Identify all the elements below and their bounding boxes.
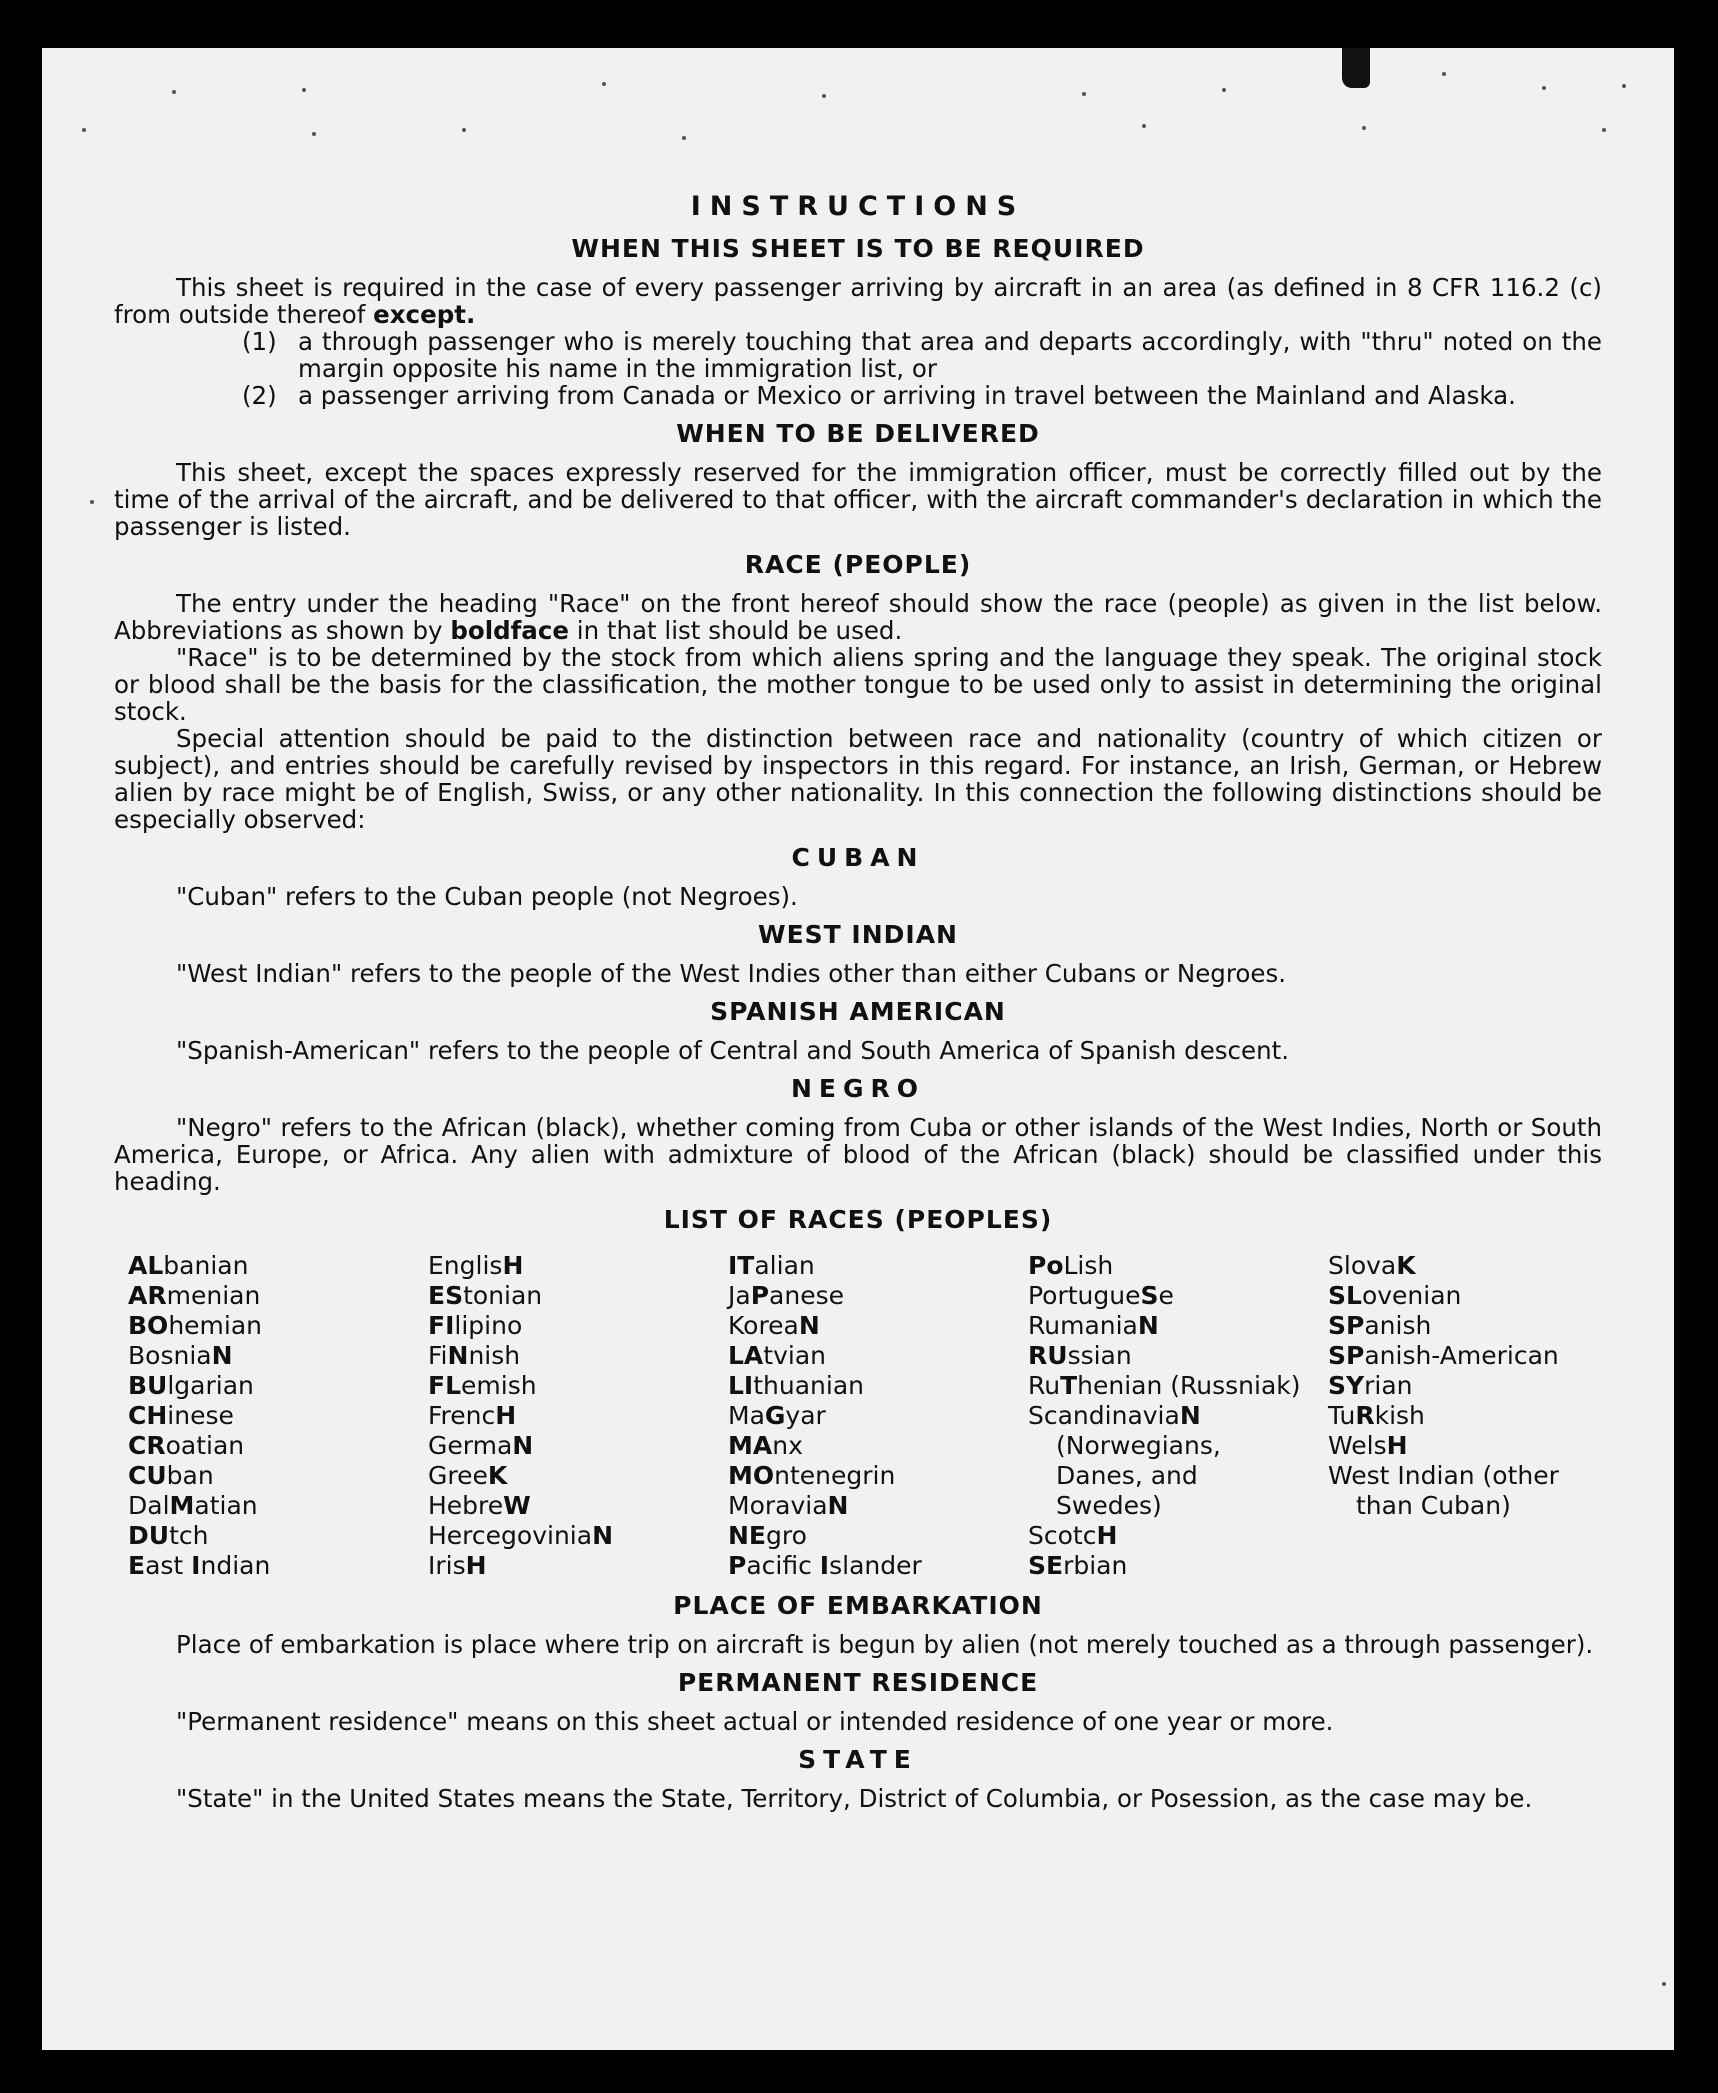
race-abbreviation: M <box>169 1491 195 1520</box>
race-entry <box>728 1251 1028 1281</box>
race-text: ntenegrin <box>774 1461 896 1490</box>
race-entry <box>728 1521 1028 1551</box>
race-text: banian <box>163 1251 249 1280</box>
race-abbreviation: E <box>128 1551 146 1580</box>
race-abbreviation: MA <box>728 1431 773 1460</box>
race-entry <box>1328 1341 1648 1371</box>
race-abbreviation: CR <box>128 1431 166 1460</box>
negro-text: "Negro" refers to the African (black), whether coming from Cuba or other islands of the West Indies, North or South America, Europe, or Africa. Any alien with admixture of blood of the African (black) should be classified under this heading. <box>114 1113 1602 1196</box>
race-abbreviation: LI <box>728 1371 754 1400</box>
race-text: oatian <box>165 1431 245 1460</box>
races-column <box>1028 1251 1328 1581</box>
race-entry <box>128 1251 428 1281</box>
race-para-1-bold: boldface <box>450 616 569 645</box>
race-text: alian <box>754 1251 815 1280</box>
race-abbreviation: CH <box>128 1401 168 1430</box>
heading-spanish-american: SPANISH AMERICAN <box>710 997 1006 1026</box>
embarkation-text: Place of embarkation is place where trip on aircraft is begun by alien (not merely touched as a through passenger). <box>176 1630 1594 1659</box>
race-entry <box>728 1491 1028 1521</box>
race-abbreviation: SL <box>1328 1281 1362 1310</box>
race-text: tonian <box>463 1281 543 1310</box>
race-text: (Norwegians, <box>1056 1431 1221 1460</box>
race-abbreviation: N <box>827 1491 849 1520</box>
race-text: Ja <box>728 1281 751 1310</box>
race-abbreviation: AL <box>128 1251 164 1280</box>
race-abbreviation: FI <box>428 1311 455 1340</box>
heading-west-indian: WEST INDIAN <box>758 920 958 949</box>
race-text: Hebre <box>428 1491 504 1520</box>
intro-except: except. <box>373 300 476 329</box>
race-abbreviation: N <box>1137 1311 1159 1340</box>
race-entry <box>1328 1311 1648 1341</box>
race-entry <box>728 1461 1028 1491</box>
race-abbreviation: P <box>750 1281 770 1310</box>
race-text: lgarian <box>167 1371 254 1400</box>
race-entry <box>128 1521 428 1551</box>
state-text: "State" in the United States means the State, Territory, District of Columbia, or Posession, as the case may be. <box>176 1784 1533 1813</box>
race-text: emish <box>461 1371 537 1400</box>
race-entry <box>428 1461 728 1491</box>
race-abbreviation: H <box>502 1251 524 1280</box>
race-entry <box>1028 1311 1328 1341</box>
race-abbreviation: N <box>1179 1401 1201 1430</box>
race-text: Gree <box>428 1461 488 1490</box>
race-entry <box>728 1281 1028 1311</box>
race-abbreviation: P <box>728 1551 747 1580</box>
race-entry <box>1028 1401 1328 1431</box>
race-abbreviation: G <box>764 1401 786 1430</box>
race-text: nx <box>772 1431 803 1460</box>
exception-item-2 <box>114 382 1602 409</box>
race-text: atian <box>194 1491 258 1520</box>
item-text: a passenger arriving from Canada or Mexico or arriving in travel between the Mainland and Alaska. <box>298 381 1516 410</box>
race-entry <box>1328 1491 1648 1521</box>
race-entry <box>728 1431 1028 1461</box>
race-entry <box>428 1371 728 1401</box>
race-text: Dal <box>128 1491 170 1520</box>
spanish-american-text: "Spanish-American" refers to the people of Central and South America of Spanish descent. <box>176 1036 1290 1065</box>
race-entry <box>1328 1431 1648 1461</box>
race-abbreviation: I <box>819 1551 830 1580</box>
race-abbreviation: K <box>1396 1251 1416 1280</box>
cuban-text: "Cuban" refers to the Cuban people (not Negroes). <box>176 882 798 911</box>
race-text: Wels <box>1328 1431 1387 1460</box>
race-entry <box>1328 1401 1648 1431</box>
race-para-2: "Race" is to be determined by the stock from which aliens spring and the language they speak. The original stock or blood shall be the basis for the classification, the mother tongue to be used only to assist in determining the original stock. <box>114 643 1602 726</box>
race-text: acific <box>746 1551 820 1580</box>
item-text: a through passenger who is merely touching that area and departs accordingly, with "thru" noted on the margin opposite his name in the immigration list, or <box>298 327 1602 383</box>
race-text: Scotc <box>1028 1521 1097 1550</box>
when-required-intro <box>114 274 1602 328</box>
race-text: tch <box>169 1521 209 1550</box>
race-abbreviation: W <box>503 1491 531 1520</box>
race-text: ovenian <box>1361 1281 1462 1310</box>
races-column <box>428 1251 728 1581</box>
instructions-content <box>114 190 1602 1812</box>
race-abbreviation: T <box>1060 1371 1078 1400</box>
race-entry <box>728 1311 1028 1341</box>
races-column <box>1328 1251 1648 1581</box>
race-entry <box>428 1431 728 1461</box>
race-text: Ma <box>728 1401 765 1430</box>
race-entry <box>428 1251 728 1281</box>
race-text: Frenc <box>428 1401 496 1430</box>
race-text: Fi <box>428 1341 448 1370</box>
race-text: menian <box>166 1281 261 1310</box>
west-indian-text: "West Indian" refers to the people of the West Indies other than either Cubans or Negroes. <box>176 959 1287 988</box>
race-abbreviation: Po <box>1028 1251 1064 1280</box>
race-abbreviation: N <box>447 1341 469 1370</box>
race-text: anish <box>1364 1311 1432 1340</box>
race-text: slander <box>829 1551 922 1580</box>
heading-cuban: CUBAN <box>791 843 925 872</box>
race-para-1 <box>114 590 1602 644</box>
race-text: tvian <box>763 1341 826 1370</box>
race-text: e <box>1158 1281 1174 1310</box>
race-abbreviation: R <box>1355 1401 1375 1430</box>
race-abbreviation: K <box>487 1461 508 1490</box>
race-entry <box>728 1401 1028 1431</box>
race-text: rbian <box>1063 1551 1128 1580</box>
race-text: Hercegovinia <box>428 1521 593 1550</box>
race-abbreviation: IT <box>728 1251 755 1280</box>
race-abbreviation: CU <box>128 1461 167 1490</box>
race-entry <box>428 1311 728 1341</box>
item-number: (1) <box>242 327 277 356</box>
race-entry <box>428 1281 728 1311</box>
race-entry <box>1028 1461 1328 1491</box>
race-text: inese <box>167 1401 234 1430</box>
heading-state: STATE <box>798 1745 918 1774</box>
race-abbreviation: BU <box>128 1371 168 1400</box>
heading-list-of-races: LIST OF RACES (PEOPLES) <box>663 1205 1053 1234</box>
races-column <box>128 1251 428 1581</box>
race-entry <box>128 1341 428 1371</box>
document-page <box>42 48 1674 2050</box>
race-entry <box>128 1461 428 1491</box>
race-text: Bosnia <box>128 1341 212 1370</box>
race-text: hemian <box>168 1311 263 1340</box>
race-entry <box>1328 1281 1648 1311</box>
exception-item-1 <box>114 328 1602 382</box>
race-text: Scandinavia <box>1028 1401 1180 1430</box>
race-text: lipino <box>454 1311 523 1340</box>
race-entry <box>428 1551 728 1581</box>
race-entry <box>1328 1461 1648 1491</box>
race-entry <box>1028 1371 1328 1401</box>
race-entry <box>128 1401 428 1431</box>
race-entry <box>128 1281 428 1311</box>
race-entry <box>1028 1431 1328 1461</box>
race-abbreviation: I <box>191 1551 201 1580</box>
race-para-1-end: in that list should be used. <box>568 616 903 645</box>
race-entry <box>128 1551 428 1581</box>
heading-permanent-residence: PERMANENT RESIDENCE <box>677 1668 1039 1697</box>
race-abbreviation: H <box>465 1551 487 1580</box>
race-abbreviation: N <box>798 1311 820 1340</box>
race-entry <box>1028 1251 1328 1281</box>
race-text: Lish <box>1063 1251 1114 1280</box>
race-abbreviation: H <box>1386 1431 1408 1460</box>
race-entry <box>1328 1251 1648 1281</box>
race-text: ast <box>145 1551 192 1580</box>
race-entry <box>1328 1371 1648 1401</box>
race-text: than Cuban) <box>1356 1491 1511 1520</box>
race-abbreviation: S <box>1140 1281 1159 1310</box>
race-abbreviation: H <box>495 1401 517 1430</box>
race-text: ndian <box>200 1551 271 1580</box>
race-text: Danes, and <box>1056 1461 1198 1490</box>
race-abbreviation: N <box>592 1521 613 1550</box>
race-text: Iris <box>428 1551 466 1580</box>
heading-when-required: WHEN THIS SHEET IS TO BE REQUIRED <box>571 234 1145 263</box>
race-abbreviation: RU <box>1028 1341 1068 1370</box>
race-text: anese <box>769 1281 844 1310</box>
item-number: (2) <box>242 381 277 410</box>
races-column <box>728 1251 1028 1581</box>
races-list <box>114 1251 1602 1581</box>
race-abbreviation: SY <box>1328 1371 1365 1400</box>
when-delivered-text: This sheet, except the spaces expressly reserved for the immigration officer, must be correctly filled out by the time of the arrival of the aircraft, and be delivered to that officer, with the aircraft commander's declaration in which the passenger is listed. <box>114 458 1602 541</box>
race-entry <box>1028 1521 1328 1551</box>
race-abbreviation: LA <box>728 1341 764 1370</box>
race-entry <box>728 1371 1028 1401</box>
race-text: Tu <box>1328 1401 1356 1430</box>
race-abbreviation: SE <box>1028 1551 1064 1580</box>
race-abbreviation: MO <box>728 1461 775 1490</box>
race-entry <box>128 1311 428 1341</box>
race-entry <box>1028 1281 1328 1311</box>
race-entry <box>428 1401 728 1431</box>
race-text: nish <box>468 1341 521 1370</box>
race-text: rian <box>1364 1371 1413 1400</box>
race-entry <box>1028 1491 1328 1521</box>
heading-when-delivered: WHEN TO BE DELIVERED <box>676 419 1040 448</box>
race-para-1-text: The entry under the heading "Race" on the front hereof should show the race (people) as given in the list below. Abbreviations as shown by <box>114 589 1602 645</box>
race-text: henian (Russniak) <box>1077 1371 1301 1400</box>
race-text: Rumania <box>1028 1311 1138 1340</box>
race-abbreviation: DU <box>128 1521 170 1550</box>
race-text: Moravia <box>728 1491 828 1520</box>
race-text: yar <box>785 1401 826 1430</box>
race-abbreviation: N <box>211 1341 233 1370</box>
race-text: Englis <box>428 1251 503 1280</box>
heading-race: RACE (PEOPLE) <box>744 550 972 579</box>
race-entry <box>128 1431 428 1461</box>
intro-text: This sheet is required in the case of every passenger arriving by aircraft in an area (as defined in 8 CFR 116.2 (c) from outside thereof <box>114 273 1602 329</box>
race-entry <box>428 1521 728 1551</box>
race-text: Swedes) <box>1056 1491 1162 1520</box>
race-abbreviation: SP <box>1328 1311 1365 1340</box>
race-text: ssian <box>1067 1341 1132 1370</box>
race-text: Slova <box>1328 1251 1397 1280</box>
race-abbreviation: SP <box>1328 1341 1365 1370</box>
race-text: kish <box>1374 1401 1425 1430</box>
race-abbreviation: BO <box>128 1311 169 1340</box>
race-entry <box>1028 1341 1328 1371</box>
race-text: gro <box>766 1521 807 1550</box>
heading-negro: NEGRO <box>790 1074 926 1103</box>
ink-blot <box>1342 48 1370 88</box>
residence-text: "Permanent residence" means on this sheet actual or intended residence of one year or more. <box>176 1707 1334 1736</box>
race-text: Korea <box>728 1311 799 1340</box>
race-text: Ru <box>1028 1371 1061 1400</box>
race-entry <box>428 1341 728 1371</box>
race-text: anish-American <box>1364 1341 1559 1370</box>
race-text: thuanian <box>753 1371 865 1400</box>
race-entry <box>1028 1551 1328 1581</box>
heading-embarkation: PLACE OF EMBARKATION <box>673 1591 1043 1620</box>
race-text: Germa <box>428 1431 513 1460</box>
race-entry <box>728 1341 1028 1371</box>
race-abbreviation: ES <box>428 1281 464 1310</box>
race-abbreviation: AR <box>128 1281 167 1310</box>
race-text: ban <box>166 1461 214 1490</box>
race-abbreviation: N <box>512 1431 534 1460</box>
page-title: INSTRUCTIONS <box>690 191 1026 222</box>
race-abbreviation: NE <box>728 1521 767 1550</box>
race-abbreviation: H <box>1096 1521 1118 1550</box>
race-text: Portugue <box>1028 1281 1141 1310</box>
race-entry <box>428 1491 728 1521</box>
race-para-3: Special attention should be paid to the distinction between race and nationality (country of which citizen or subject), and entries should be carefully revised by inspectors in this regard. For instance, an Irish, German, or Hebrew alien by race might be of English, Swiss, or any other nationality. In this connection the following distinctions should be especially observed: <box>114 724 1602 834</box>
race-entry <box>128 1491 428 1521</box>
race-abbreviation: FL <box>428 1371 462 1400</box>
race-text: West Indian (other <box>1328 1461 1559 1490</box>
race-entry <box>128 1371 428 1401</box>
race-entry <box>728 1551 1028 1581</box>
